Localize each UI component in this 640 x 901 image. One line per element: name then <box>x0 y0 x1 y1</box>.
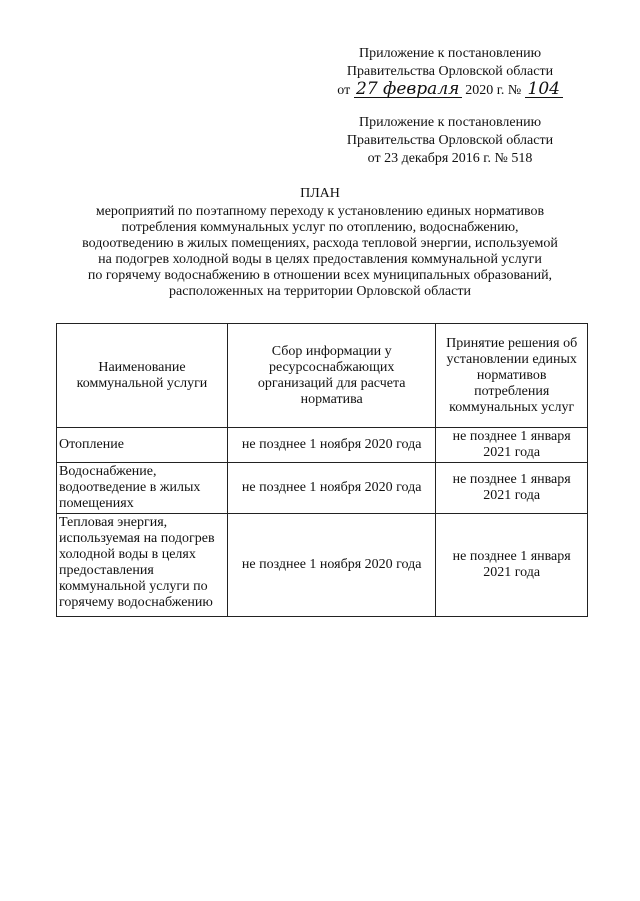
appendix-old-line2: Правительства Орловской области <box>346 133 554 148</box>
plan-title <box>40 186 600 300</box>
service-name-cell: Тепловая энергия, используемая на подогрев холодной воды в целях предоставления коммунальной услуги по горячему водоснабжению <box>57 514 228 617</box>
info-deadline-cell: не позднее 1 ноября 2020 года <box>227 514 435 617</box>
appendix-new-number-line <box>300 81 600 100</box>
table-row <box>57 428 588 463</box>
appendix-old-line3: от 23 декабря 2016 г. № 518 <box>367 151 533 166</box>
from-label: от <box>337 83 351 98</box>
decision-deadline-cell: не позднее 1 января 2021 года <box>436 463 588 514</box>
header-service-name: Наименование коммунальной услуги <box>57 324 228 428</box>
appendix-new <box>300 45 600 100</box>
appendix-old-line1: Приложение к постановлению <box>358 115 542 130</box>
info-deadline-cell: не позднее 1 ноября 2020 года <box>227 428 435 463</box>
appendix-old <box>300 114 600 168</box>
plan-table <box>56 323 588 617</box>
info-deadline-cell: не позднее 1 ноября 2020 года <box>227 463 435 514</box>
title-line: водоотведению в жилых помещениях, расхода тепловой энергии, используемой <box>82 236 558 251</box>
table-header-row <box>57 324 588 428</box>
plan-heading: ПЛАН <box>300 186 340 201</box>
header-decision: Принятие решения об установлении единых нормативов потребления коммунальных услуг <box>436 324 588 428</box>
title-line: потребления коммунальных услуг по отоплению, водоснабжению, <box>121 220 519 235</box>
service-name-cell: Отопление <box>57 428 228 463</box>
table-row <box>57 514 588 617</box>
header-info-collection: Сбор информации у ресурсоснабжающих организаций для расчета норматива <box>227 324 435 428</box>
appendix-new-line1: Приложение к постановлению <box>358 46 542 61</box>
table-row <box>57 463 588 514</box>
appendix-new-line2: Правительства Орловской области <box>346 64 554 79</box>
title-line: мероприятий по поэтапному переходу к установлению единых нормативов <box>95 204 545 219</box>
year-number-label: 2020 г. № <box>465 83 522 98</box>
handwritten-number: 104 <box>525 81 563 98</box>
handwritten-date: 27 февраля <box>354 81 462 98</box>
decision-deadline-cell: не позднее 1 января 2021 года <box>436 514 588 617</box>
title-line: на подогрев холодной воды в целях предоставления коммунальной услуги <box>98 252 542 267</box>
title-line: расположенных на территории Орловской области <box>169 284 471 299</box>
decision-deadline-cell: не позднее 1 января 2021 года <box>436 428 588 463</box>
title-line: по горячему водоснабжению в отношении всех муниципальных образований, <box>87 268 553 283</box>
service-name-cell: Водоснабжение, водоотведение в жилых помещениях <box>57 463 228 514</box>
